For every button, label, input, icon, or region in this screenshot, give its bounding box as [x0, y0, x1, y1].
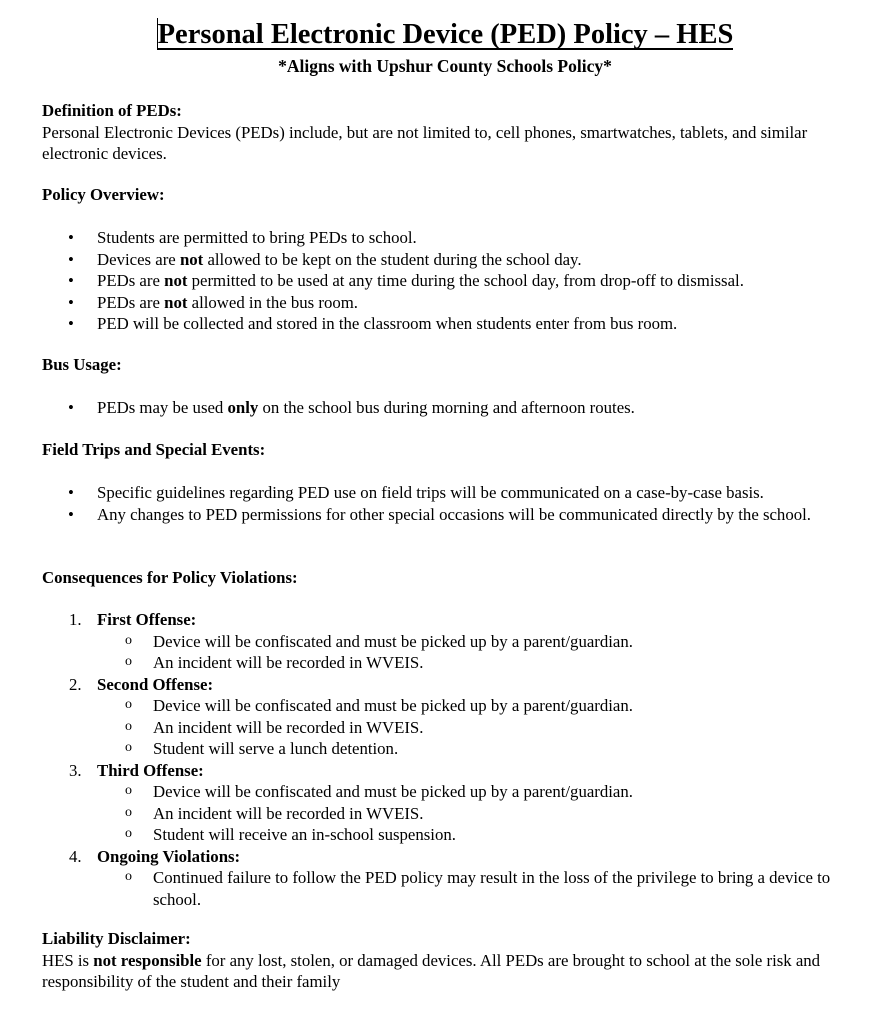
list-item: o Student will receive an in-school suspension. — [42, 824, 840, 846]
list-item: o Student will serve a lunch detention. — [42, 738, 840, 760]
consequences-heading: Consequences for Policy Violations: — [42, 568, 298, 587]
liability-text: HES is not responsible for any lost, stolen, or damaged devices. All PEDs are brought to school at the sole risk and responsibility of the student and their family — [42, 950, 821, 991]
list-item: o Device will be confiscated and must be picked up by a parent/guardian. — [42, 631, 840, 653]
list-item: o Device will be confiscated and must be picked up by a parent/guardian. — [42, 781, 840, 803]
list-item: • PED will be collected and stored in the classroom when students enter from bus room. — [42, 313, 874, 335]
bus-list — [42, 397, 874, 419]
list-item: o Device will be confiscated and must be picked up by a parent/guardian. — [42, 695, 840, 717]
list-item: • PEDs may be used only on the school bus during morning and afternoon routes. — [42, 397, 874, 419]
offense-list — [42, 609, 840, 910]
overview-section — [42, 184, 874, 206]
offense-item: 2. Second Offense: — [69, 674, 214, 694]
list-item: • Students are permitted to bring PEDs to school. — [42, 227, 874, 249]
list-item: o Continued failure to follow the PED policy may result in the loss of the privilege to bring a device to school. — [42, 867, 840, 910]
trips-list — [42, 482, 850, 525]
list-item: • Any changes to PED permissions for other special occasions will be communicated directly by the school. — [42, 504, 850, 526]
bus-section — [42, 354, 874, 376]
definition-heading: Definition of PEDs: — [42, 101, 182, 120]
document-subtitle: *Aligns with Upshur County Schools Policy* — [278, 56, 612, 76]
document-title: Personal Electronic Device (PED) Policy – HES — [157, 19, 734, 50]
trips-heading: Field Trips and Special Events: — [42, 440, 266, 459]
list-item: o An incident will be recorded in WVEIS. — [42, 652, 840, 674]
list-item: • PEDs are not permitted to be used at any time during the school day, from drop-off to dismissal. — [42, 270, 874, 292]
overview-list — [42, 227, 874, 335]
consequences-section — [42, 567, 874, 589]
definition-section — [42, 100, 874, 165]
liability-heading: Liability Disclaimer: — [42, 929, 191, 948]
list-item: • Devices are not allowed to be kept on the student during the school day. — [42, 249, 874, 271]
definition-text: Personal Electronic Devices (PEDs) include, but are not limited to, cell phones, smartwatches, tablets, and similar electronic devices. — [42, 122, 808, 163]
overview-heading: Policy Overview: — [42, 185, 165, 204]
bus-heading: Bus Usage: — [42, 355, 122, 374]
offense-item: 3. Third Offense: — [69, 760, 204, 780]
trips-section — [42, 439, 874, 461]
list-item: o An incident will be recorded in WVEIS. — [42, 803, 840, 825]
offense-item: 1. First Offense: — [69, 610, 197, 629]
liability-section — [42, 928, 870, 993]
list-item: • Specific guidelines regarding PED use on field trips will be communicated on a case-by-case basis. — [42, 482, 850, 504]
offense-item: 4. Ongoing Violations: — [69, 846, 241, 866]
list-item: • PEDs are not allowed in the bus room. — [42, 292, 874, 314]
list-item: o An incident will be recorded in WVEIS. — [42, 717, 840, 739]
